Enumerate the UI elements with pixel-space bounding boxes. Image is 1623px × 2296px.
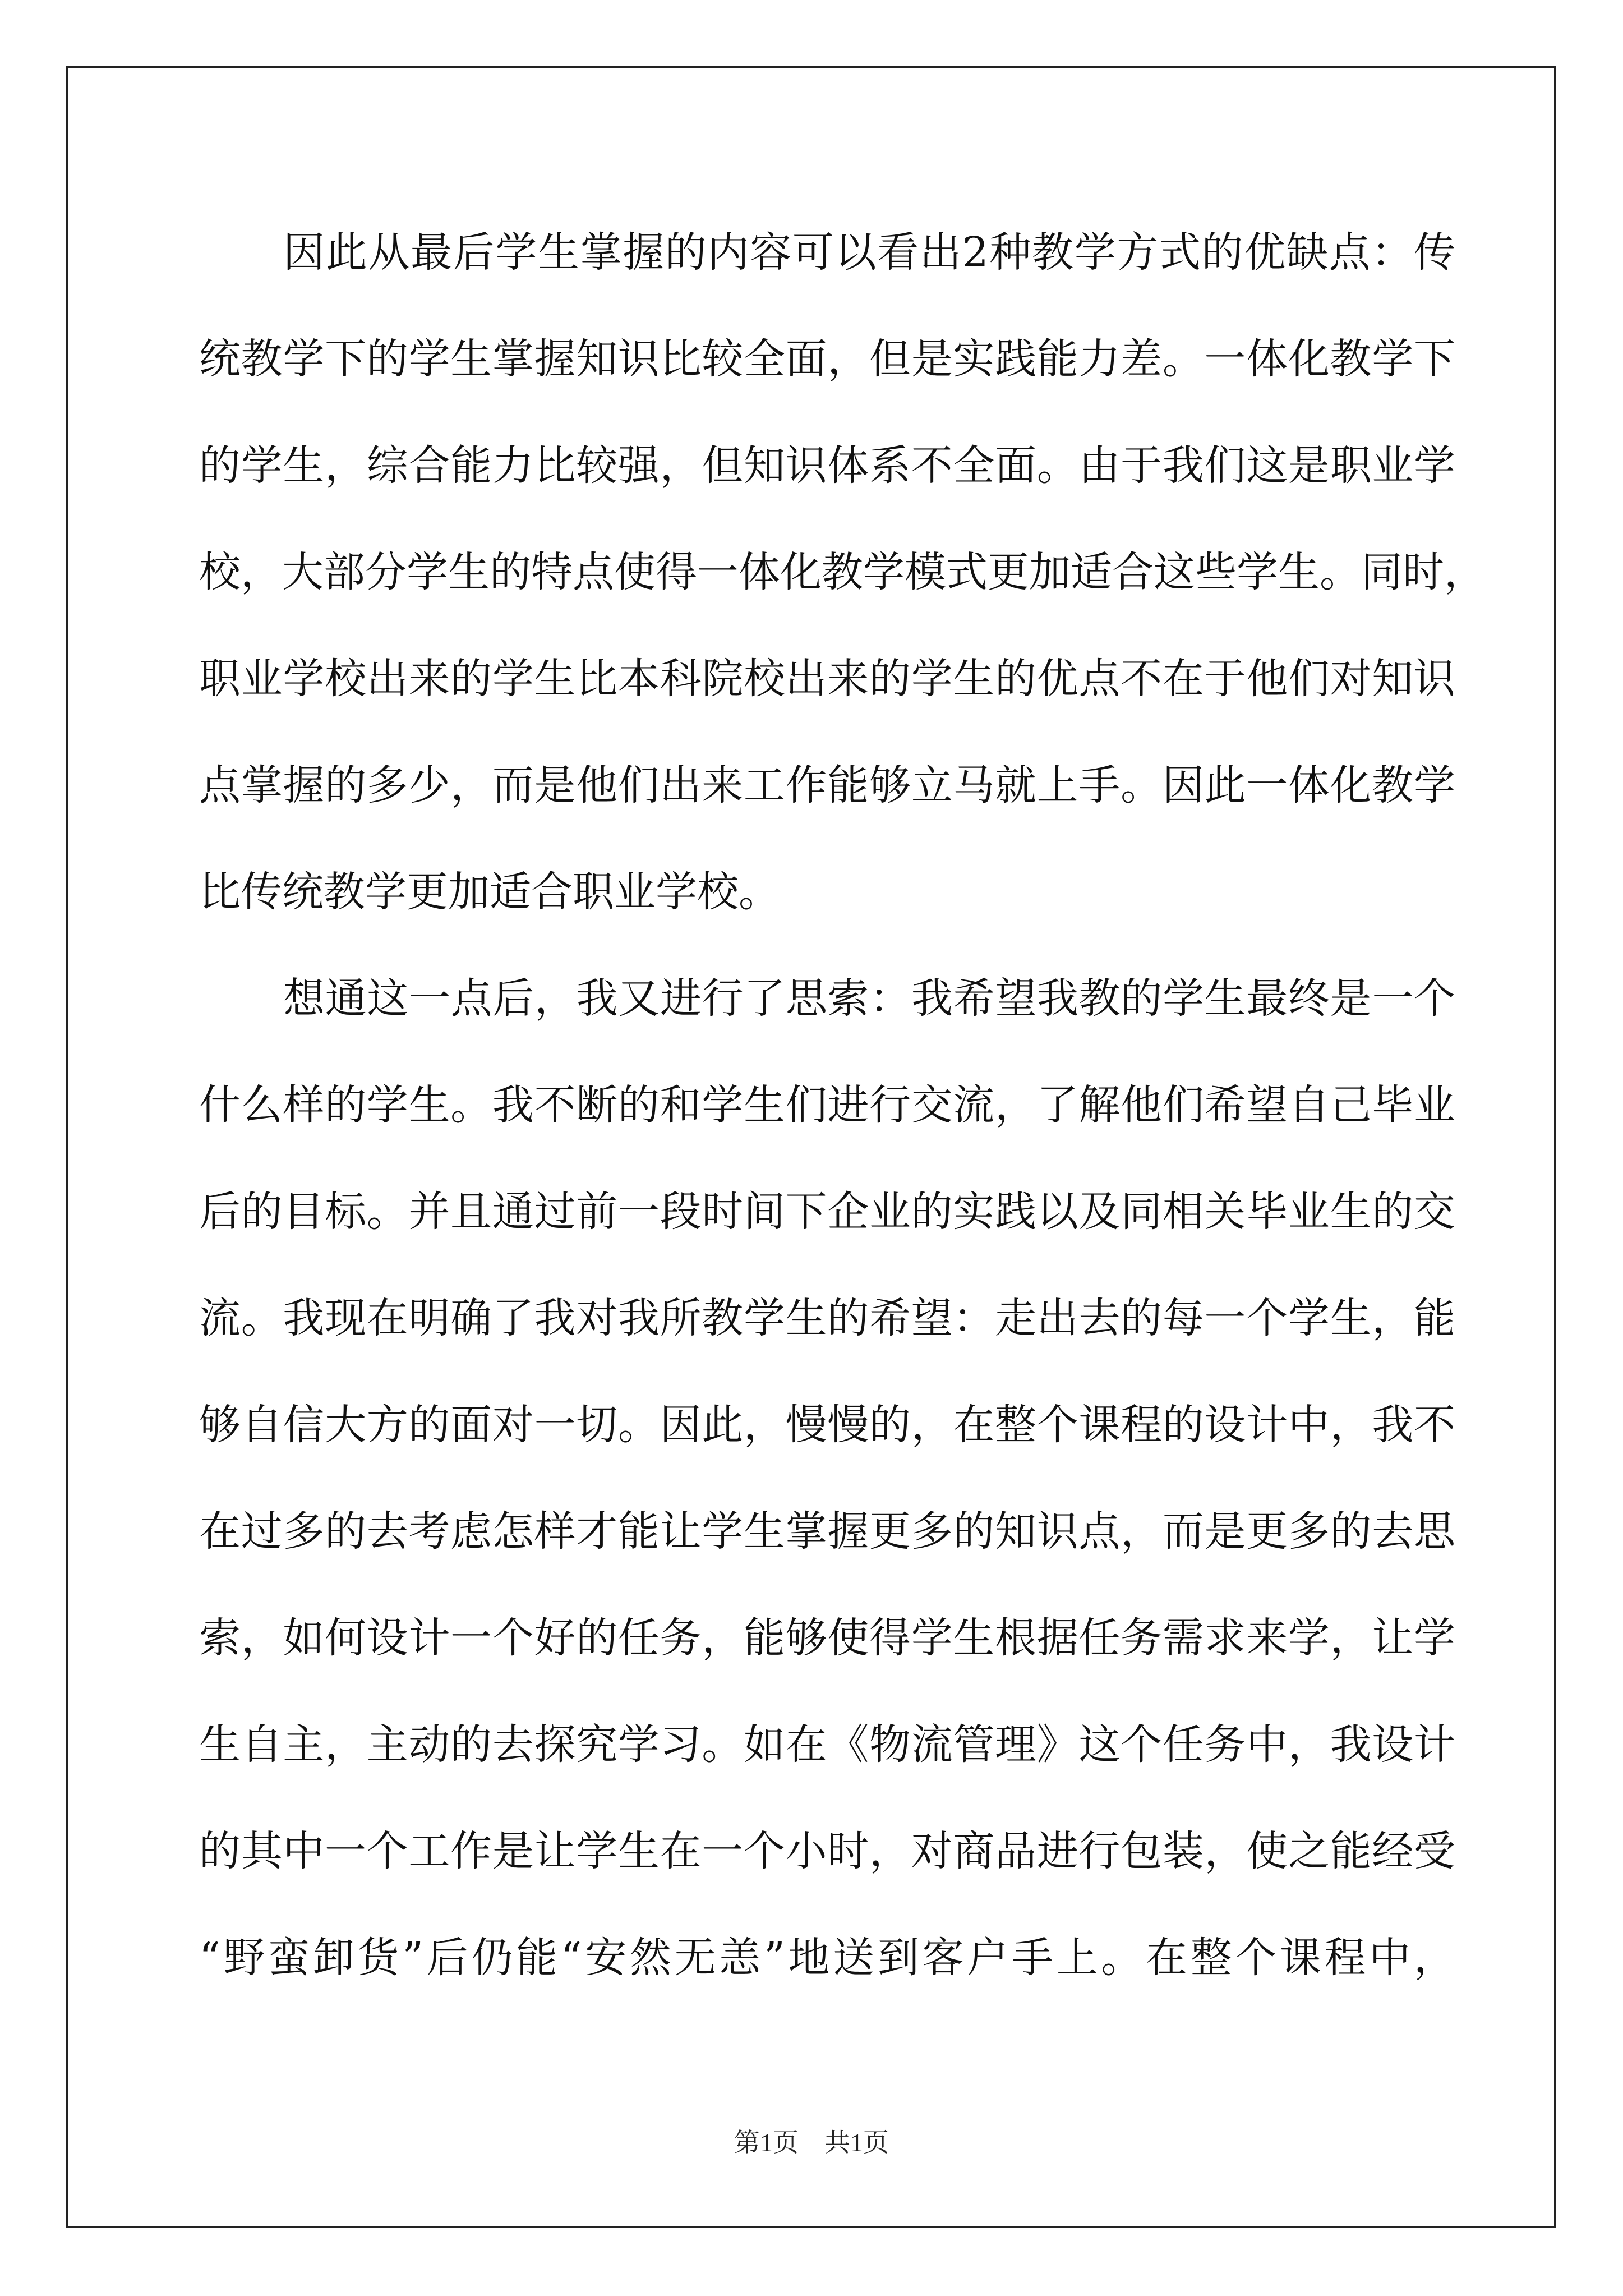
paragraph-2-line-4: 流。我现在明确了我对我所教学生的希望：走出去的每一个学生，能 <box>199 1294 1455 1342</box>
paragraph-2-line-2: 什么样的学生。我不断的和学生们进行交流，了解他们希望自己毕业 <box>199 1081 1455 1129</box>
page-border <box>66 66 1556 2228</box>
paragraph-1-line-1: 因此从最后学生掌握的内容可以看出2种教学方式的优缺点：传 <box>283 228 1455 277</box>
paragraph-1-line-4: 校，大部分学生的特点使得一体化教学模式更加适合这些学生。同时， <box>199 548 1486 596</box>
paragraph-2-line-8: 生自主，主动的去探究学习。如在《物流管理》这个任务中，我设计 <box>199 1720 1455 1769</box>
paragraph-1-line-2: 统教学下的学生掌握知识比较全面，但是实践能力差。一体化教学下 <box>199 335 1455 383</box>
paragraph-2-line-5: 够自信大方的面对一切。因此，慢慢的，在整个课程的设计中，我不 <box>199 1401 1455 1449</box>
paragraph-2-line-9: 的其中一个工作是让学生在一个小时，对商品进行包装，使之能经受 <box>199 1827 1455 1875</box>
paragraph-2-line-10: “野蛮卸货”后仍能“安然无恙”地送到客户手上。在整个课程中， <box>199 1934 1455 1982</box>
paragraph-1-line-6: 点掌握的多少，而是他们出来工作能够立马就上手。因此一体化教学 <box>199 761 1455 809</box>
paragraph-1-line-7: 比传统教学更加适合职业学校。 <box>199 868 780 916</box>
paragraph-2-line-1: 想通这一点后，我又进行了思索：我希望我教的学生最终是一个 <box>283 974 1455 1023</box>
paragraph-1-line-3: 的学生，综合能力比较强，但知识体系不全面。由于我们这是职业学 <box>199 441 1455 490</box>
paragraph-2-line-6: 在过多的去考虑怎样才能让学生掌握更多的知识点，而是更多的去思 <box>199 1507 1455 1556</box>
paragraph-1-line-5: 职业学校出来的学生比本科院校出来的学生的优点不在于他们对知识 <box>199 655 1455 703</box>
paragraph-2-line-7: 索，如何设计一个好的任务，能够使得学生根据任务需求来学，让学 <box>199 1614 1455 1662</box>
page-number-footer: 第1页 共1页 <box>734 2128 889 2157</box>
paragraph-2-line-3: 后的目标。并且通过前一段时间下企业的实践以及同相关毕业生的交 <box>199 1188 1455 1236</box>
